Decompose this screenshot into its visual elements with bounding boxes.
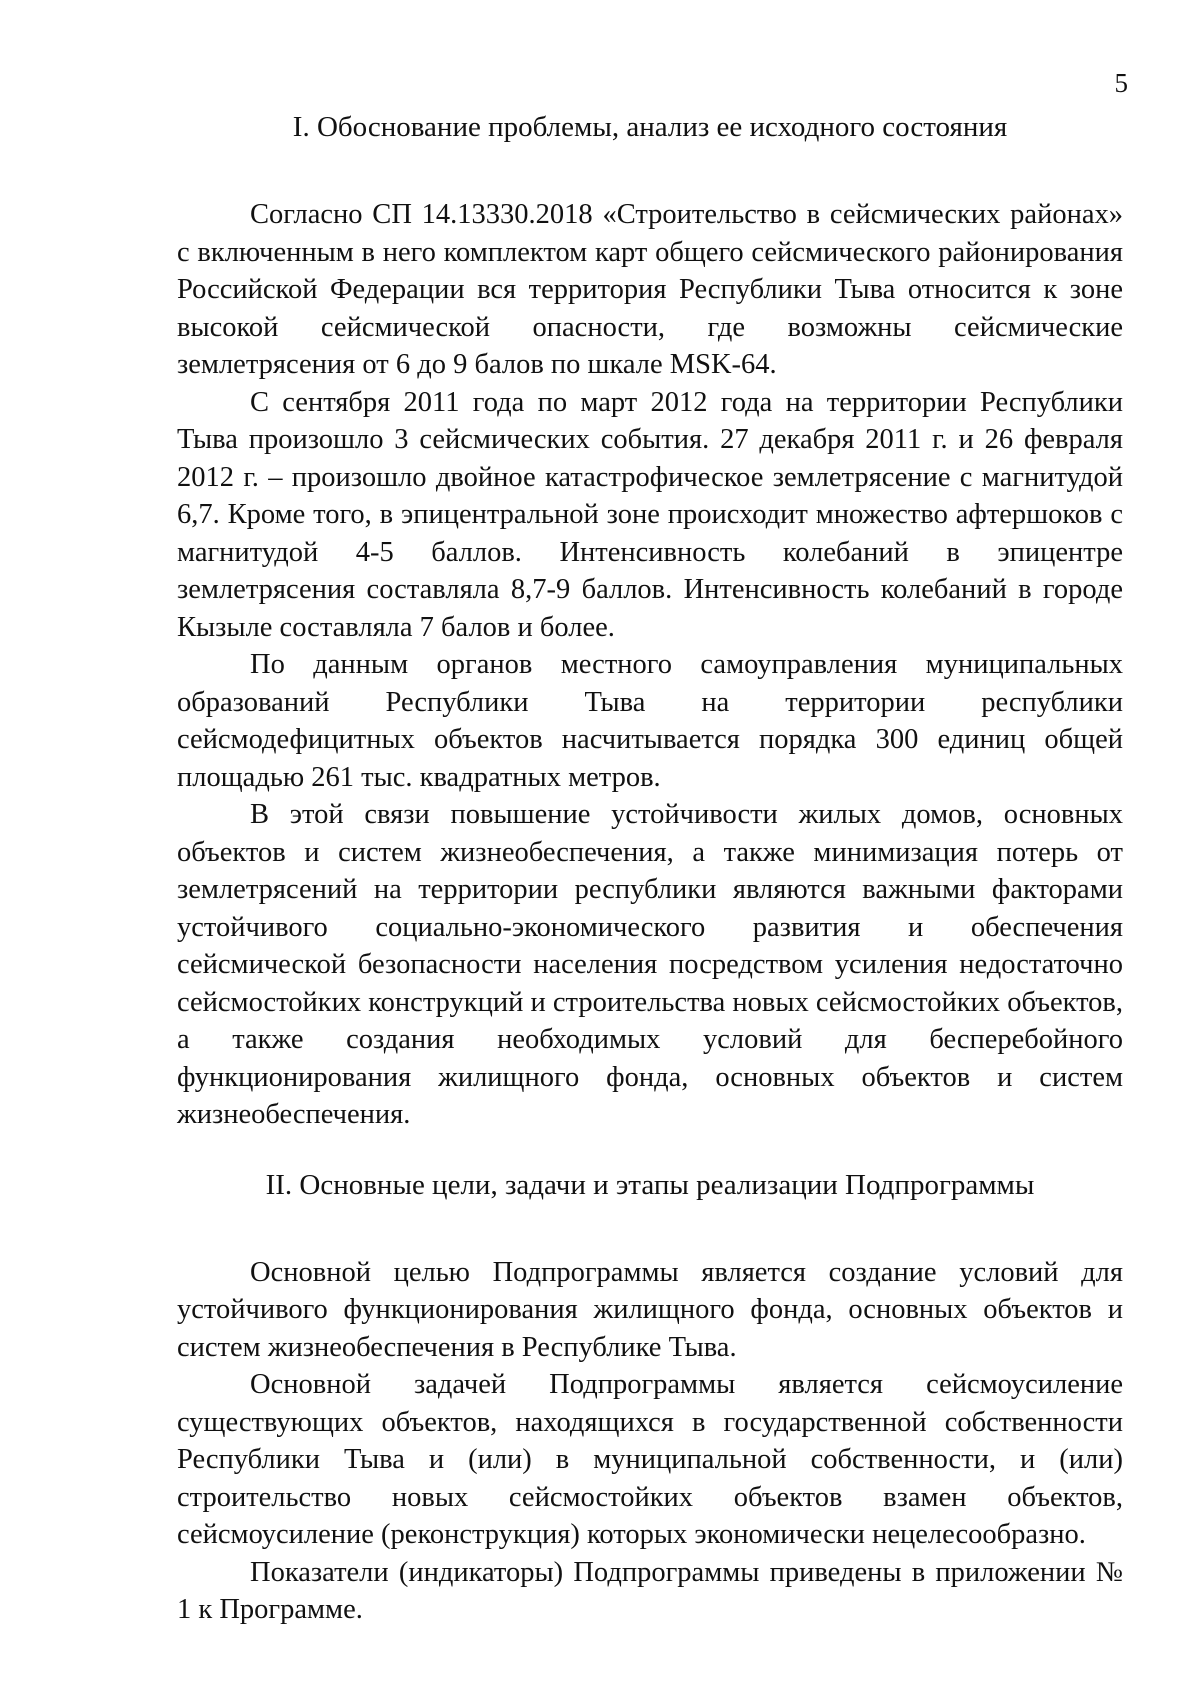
section-heading-goals-tasks-stages: II. Основные цели, задачи и этапы реализации Подпрограммы [265,1168,1035,1201]
paragraph-resilience-importance: В этой связи повышение устойчивости жилых домов, основных объектов и систем жизнеобеспечения, а также минимизация потерь от землетрясений на территории республики являются важными факторами устойчивого социально-экономического развития и обеспечения сейсмической безопасности населения посредством усиления недостаточно сейсмостойких конструкций и строительства новых сейсмостойких объектов, а также создания необходимых условий для бесперебойного функционирования жилищного фонда, основных объектов и систем жизнеобеспечения. [177,799,1123,1130]
document-body [177,108,1123,1629]
paragraph-seismic-deficient-objects: По данным органов местного самоуправления муниципальных образований Республики Тыва на территории республики сейсмодефицитных объектов насчитывается порядка 300 единиц общей площадью 261 тыс. квадратных метров. [177,649,1123,793]
paragraph-seismic-zoning: Согласно СП 14.13330.2018 «Строительство в сейсмических районах» с включенным в него комплектом карт общего сейсмического районирования Российской Федерации вся территория Республики Тыва относится к зоне высокой сейсмической опасности, где возможны сейсмические землетрясения от 6 до 9 балов по шкале MSK-64. [177,199,1123,380]
section-heading-problem-rationale: I. Обоснование проблемы, анализ ее исходного состояния [292,111,1008,143]
paragraph-main-goal: Основной целью Подпрограммы является создание условий для устойчивого функционирования жилищного фонда, основных объектов и систем жизнеобеспечения в Республике Тыва. [177,1256,1123,1363]
paragraph-indicators: Показатели (индикаторы) Подпрограммы приведены в приложении № 1 к Программе. [177,1556,1123,1625]
page-number: 5 [1114,68,1128,98]
paragraph-earthquake-events: С сентября 2011 года по март 2012 года на территории Республики Тыва произошло 3 сейсмических события. 27 декабря 2011 г. и 26 февраля 2012 г. – произошло двойное катастрофическое землетрясение с магнитудой 6,7. Кроме того, в эпицентральной зоне происходит множество афтершоков с магнитудой 4-5 баллов. Интенсивность колебаний в эпицентре землетрясения составляла 8,7-9 баллов. Интенсивность колебаний в городе Кызыле составляла 7 балов и более. [177,386,1123,643]
paragraph-main-task: Основной задачей Подпрограммы является сейсмоусиление существующих объектов, находящихся в государственной собственности Республики Тыва и (или) в муниципальной собственности, и (или) строительство новых сейсмостойких объектов взамен объектов, сейсмоусиление (реконструкция) которых экономически нецелесообразно. [177,1369,1123,1550]
